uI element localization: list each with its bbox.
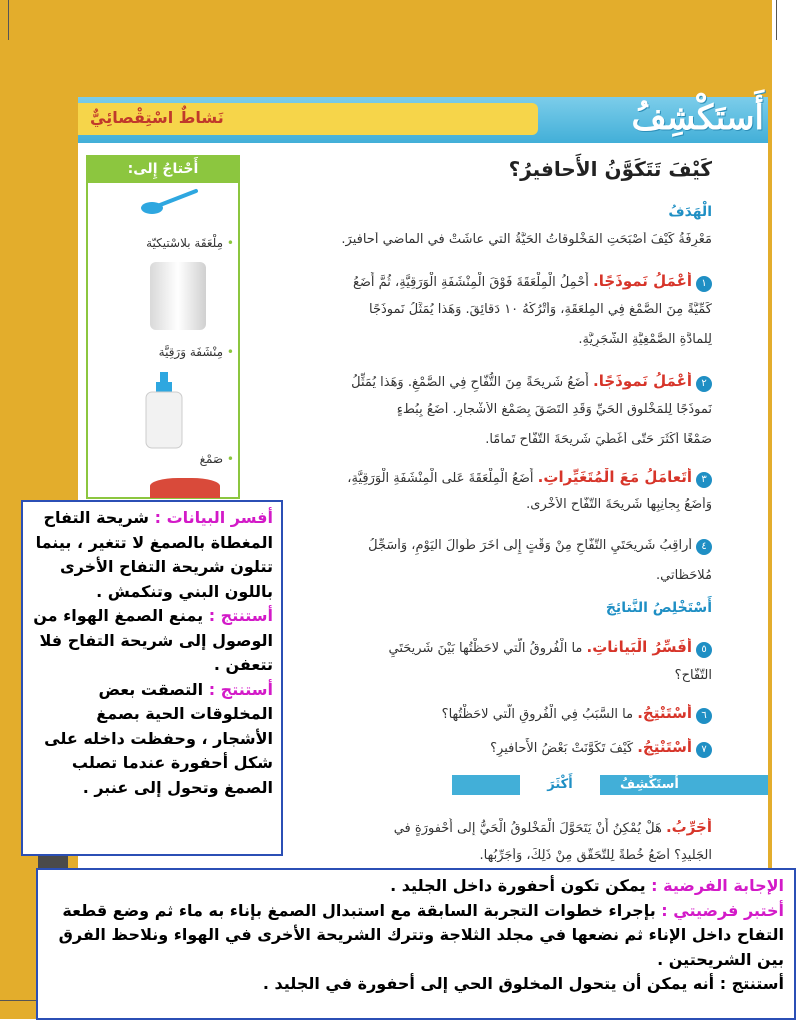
conclusion-5-line: التُّفّاحِ؟: [674, 668, 712, 683]
goal-text: مَعْرِفَةُ كَيْفَ أَصْبَحَتِ الْمَخْلوقاتُ الْحَيَّةُ الَّتي عاشَتْ في الْماضي أَحافيرَ.: [341, 232, 712, 247]
step-1: ١أَعْمَلُ نَموذَجًا. أَحْمِلُ الْمِلْعَقَةَ فَوْقَ الْمِنْشَفَةِ الْوَرَقِيَّةِ، ثُمَّ أَضَعُ: [242, 272, 712, 292]
step-1-line: كَمِّيَّةً مِنَ الصَّمْغِ فِي الْمِلْعَقَةِ، وَأَتْرُكُهُ ١٠ دَقائِقَ. وَهَذا يُمَثِّلُ نَموذَجًا: [369, 302, 712, 317]
material-item: • مِنْشَفَة وَرَقِيَّة: [158, 345, 234, 359]
crop-mark: [8, 0, 9, 40]
material-item: • مِلْعَقَة بلاسْتيكيّة: [146, 236, 234, 250]
experiment-line: الْجَليدِ؟ أَضَعُ خُطَّةً لِلتَّحَقُّقِ مِنْ ذَلِكَ، وَأُجَرِّبُها.: [479, 848, 712, 863]
banner-subtitle: نَشاطٌ اسْتِقْصائِيٌّ: [90, 108, 224, 127]
answer-text: أنه يمكن أن يتحول المخلوق الحي إلى أحفورة في الجليد .: [262, 974, 720, 993]
step-3-line: وَأَضَعُ بِجانِبِها شَريحَةَ التُّفّاحِ الأُخْرى.: [526, 497, 712, 512]
spoon-icon: [140, 188, 200, 218]
step-4: ٤أُراقِبُ شَريحَتَيِ التُّفّاحِ مِنْ وَقْتٍ إِلى آخَرَ طَوالَ الْيَوْمِ، وَأُسَجِّلُ: [242, 538, 712, 555]
conclusion-6: ٦أَسْتَنْتِجُ. ما السَّبَبُ فِي الْفُروقِ الَّتي لاحَظْتُها؟: [242, 704, 712, 724]
answer-text: شريحة التفاح المغطاة بالصمغ لا تتغير ، بينما تتلون شريحة التفاح الأخرى باللون البني وتنكمش .: [35, 508, 273, 601]
answer-label: أستنتج :: [208, 679, 273, 699]
conclude-heading: أَسْتَخْلِصُ النَّتائِجَ: [605, 600, 712, 616]
banner-title: أَستَكْشِفُ: [631, 98, 764, 138]
glue-bottle-icon: [138, 372, 198, 452]
goal-heading: الْهَدَفُ: [668, 204, 712, 220]
conclusion-7: ٧أَسْتَنْتِجُ. كَيْفَ تَكَوَّنَتْ بَعْضُ الأَحافيرِ؟: [242, 738, 712, 758]
answer-text: بإجراء خطوات التجربة السابقة مع استبدال الصمغ بإناء به ماء ثم وضع قطعة التفاح داخل الإناء ثم نضعها في مجلد الثلاجة وتترك الشريحة الأخرى في الهواء ونلاحظ الفرق بين الشريحتين .: [58, 900, 784, 969]
answer-label: أستنتج :: [208, 606, 273, 625]
answer-label: الإجابة الفرضية :: [651, 876, 784, 895]
more-label: أَستَكْشِفُ: [620, 777, 679, 792]
answer-text: يمكن تكون أحفورة داخل الجليد .: [390, 876, 652, 895]
step-3: ٣أَتَعامَلُ مَعَ الْمُتَغَيِّراتِ. أَضَعُ الْمِلْعَقَةَ عَلى الْمِنْشَفَةِ الْوَرَقِيَّةِ،: [242, 468, 712, 488]
answer-text: يمنع الصمغ الهواء من الوصول إلى شريحة التفاح فلا تتعفن .: [33, 606, 273, 674]
step-2: ٢أَعْمَلُ نَموذَجًا. أَضَعُ شَريحَةً مِنَ التُّفّاحِ فِي الصَّمْغِ. وَهَذا يُمَثِّلُ: [242, 372, 712, 392]
answer-label: أفسر البيانات :: [154, 508, 273, 527]
answer-label: أختبر فرضيتي :: [661, 900, 784, 920]
more-tab: أَكْثَرَ: [520, 773, 600, 797]
paper-towel-icon: [150, 262, 206, 330]
apple-icon: [150, 478, 220, 498]
step-2-line: صَمْغًا أَكْثَرَ حَتّى أُغَطِّيَ شَريحَةَ التُّفّاحِ تَمامًا.: [485, 432, 712, 447]
step-4-line: مُلاحَظاتي.: [656, 568, 712, 583]
crop-mark: [776, 0, 777, 40]
step-2-line: نَموذَجًا لِلْمَخْلوقِ الْحَيِّ وَقَدِ الْتَصَقَ بِصَمْغِ الأَشْجارِ. أَضَعُ بِبُطْءٍ: [396, 402, 712, 417]
conclusion-5: ٥أُفَسِّرُ الْبَياناتِ. ما الْفُروقُ الَّتي لاحَظْتُها بَيْنَ شَريحَتَيِ: [242, 638, 712, 658]
answer-box-bottom: [36, 868, 796, 1020]
answer-text: التصقت بعض المخلوقات الحية بصمغ الأشجار ، وحفظت داخله على شكل أحفورة عندما تصلب الصمغ وتحول إلى عنبر .: [44, 679, 273, 797]
experiment: أُجَرِّبُ. هَلْ يُمْكِنُ أَنْ يَتَحَوَّلَ الْمَخْلوقُ الْحَيُّ إِلى أُحْفورَةٍ في: [393, 818, 712, 836]
material-item: • صَمْغ: [199, 452, 234, 466]
explore-more-bar: [452, 775, 768, 795]
answer-box-side: [21, 500, 283, 856]
materials-header: أَحْتاجُ إِلى:: [86, 155, 240, 183]
lesson-title: كَيْفَ تَتَكَوَّنُ الأَحافيرُ؟: [508, 157, 712, 181]
step-1-line: لِلْمادَّةِ الصَّمْغِيَّةِ الشَّجَرِيَّةِ.: [578, 332, 712, 347]
answer-label: أستنتج :: [719, 974, 784, 993]
crop-mark: [0, 1000, 40, 1001]
bottom-margin: [0, 1019, 800, 1031]
